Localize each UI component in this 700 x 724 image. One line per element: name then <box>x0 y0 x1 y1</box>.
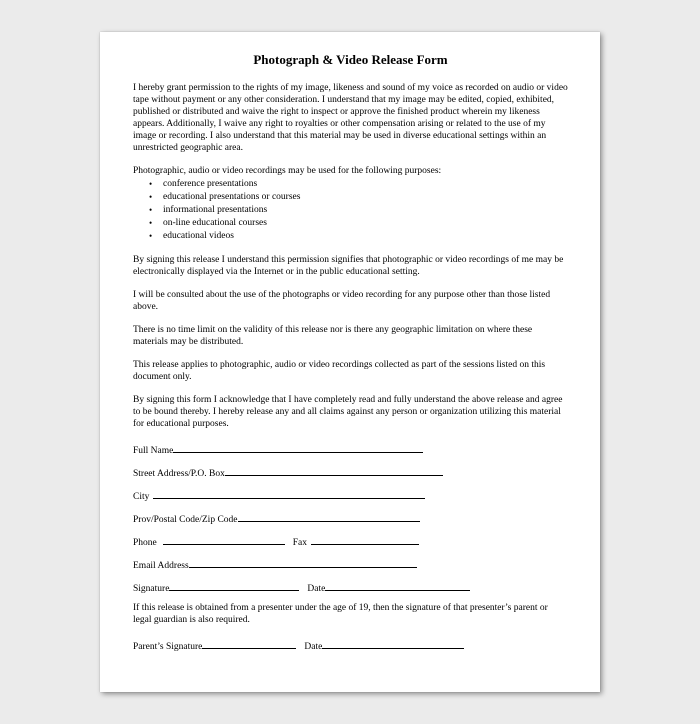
field-row-phone-fax <box>133 533 568 548</box>
full-name-input-line[interactable] <box>173 441 423 453</box>
bullet-icon: • <box>149 179 153 189</box>
street-address-input-line[interactable] <box>225 464 443 476</box>
bullet-icon: • <box>149 192 153 202</box>
date-label: Date <box>307 584 326 594</box>
bullet-icon: • <box>149 205 153 215</box>
paragraph-purposes-intro: Photographic, audio or video recordings may be used for the following purposes: <box>133 166 442 176</box>
purpose-item <box>133 178 568 191</box>
purpose-item-label: informational presentations <box>163 205 268 215</box>
purpose-item-label: educational presentations or courses <box>163 192 301 202</box>
purpose-item-label: conference presentations <box>163 179 258 189</box>
phone-input-line[interactable] <box>163 533 285 545</box>
parent-signature-label: Parent’s Signature <box>133 642 203 652</box>
paragraph-scope: This release applies to photographic, audio or video recordings collected as part of the sessions listed on this document only. <box>133 360 546 382</box>
form-title: Photograph & Video Release Form <box>253 52 448 67</box>
paragraph-no-time-limit: There is no time limit on the validity of this release nor is there any geographic limitation on where these materials may be distributed. <box>133 325 533 347</box>
field-row-full-name <box>133 441 568 456</box>
field-row-parent-signature-date <box>133 637 568 652</box>
paragraph-grant-permission: I hereby grant permission to the rights of my image, likeness and sound of my voice as recorded on audio or video tape without payment or any other consideration. I understand that my image may be edited, copied, exhibited, published or distributed and waive the right to inspect or approve the finished product wherein my likeness appears. Additionally, I waive any right to royalties or other compensation arising or related to the use of my image or recording. I also understand that this material may be used in diverse educational settings within an unrestricted geographic area. <box>133 83 568 153</box>
field-row-signature-date <box>133 579 568 594</box>
city-label: City <box>133 492 150 502</box>
paragraph-minor-clause: If this release is obtained from a presenter under the age of 19, then the signature of that presenter’s parent or legal guardian is also required. <box>133 603 548 625</box>
purpose-item <box>133 191 568 204</box>
postal-code-label: Prov/Postal Code/Zip Code <box>133 515 238 525</box>
email-input-line[interactable] <box>189 556 417 568</box>
postal-code-input-line[interactable] <box>238 510 420 522</box>
purpose-item <box>133 217 568 230</box>
field-row-email <box>133 556 568 571</box>
city-input-line[interactable] <box>153 487 425 499</box>
document-content <box>100 32 600 652</box>
purpose-item <box>133 204 568 217</box>
email-label: Email Address <box>133 561 189 571</box>
paragraph-consulted: I will be consulted about the use of the photographs or video recording for any purpose other than those listed above. <box>133 290 551 312</box>
date-input-line[interactable] <box>325 579 470 591</box>
document-page <box>100 32 600 692</box>
phone-label: Phone <box>133 538 157 548</box>
paragraph-internet-display: By signing this release I understand this permission signifies that photographic or video recordings of me may be electronically displayed via the Internet or in the public educational setting. <box>133 255 564 277</box>
purposes-list <box>133 178 568 243</box>
full-name-label: Full Name <box>133 446 174 456</box>
purpose-item-label: on-line educational courses <box>163 218 267 228</box>
paragraph-acknowledgement: By signing this form I acknowledge that I have completely read and fully understand the above release and agree to be bound thereby. I hereby release any and all claims against any person or organization utilizing this material for educational purposes. <box>133 395 563 429</box>
bullet-icon: • <box>149 218 153 228</box>
parent-date-input-line[interactable] <box>322 637 464 649</box>
street-address-label: Street Address/P.O. Box <box>133 469 225 479</box>
parent-signature-input-line[interactable] <box>202 637 296 649</box>
purpose-item-label: educational videos <box>163 231 234 241</box>
fax-input-line[interactable] <box>311 533 419 545</box>
field-row-city <box>133 487 568 502</box>
purpose-item <box>133 230 568 243</box>
signature-input-line[interactable] <box>169 579 299 591</box>
field-row-street-address <box>133 464 568 479</box>
field-row-postal-code <box>133 510 568 525</box>
signature-label: Signature <box>133 584 170 594</box>
fax-label: Fax <box>292 538 307 548</box>
parent-date-label: Date <box>304 642 323 652</box>
bullet-icon: • <box>149 231 153 241</box>
